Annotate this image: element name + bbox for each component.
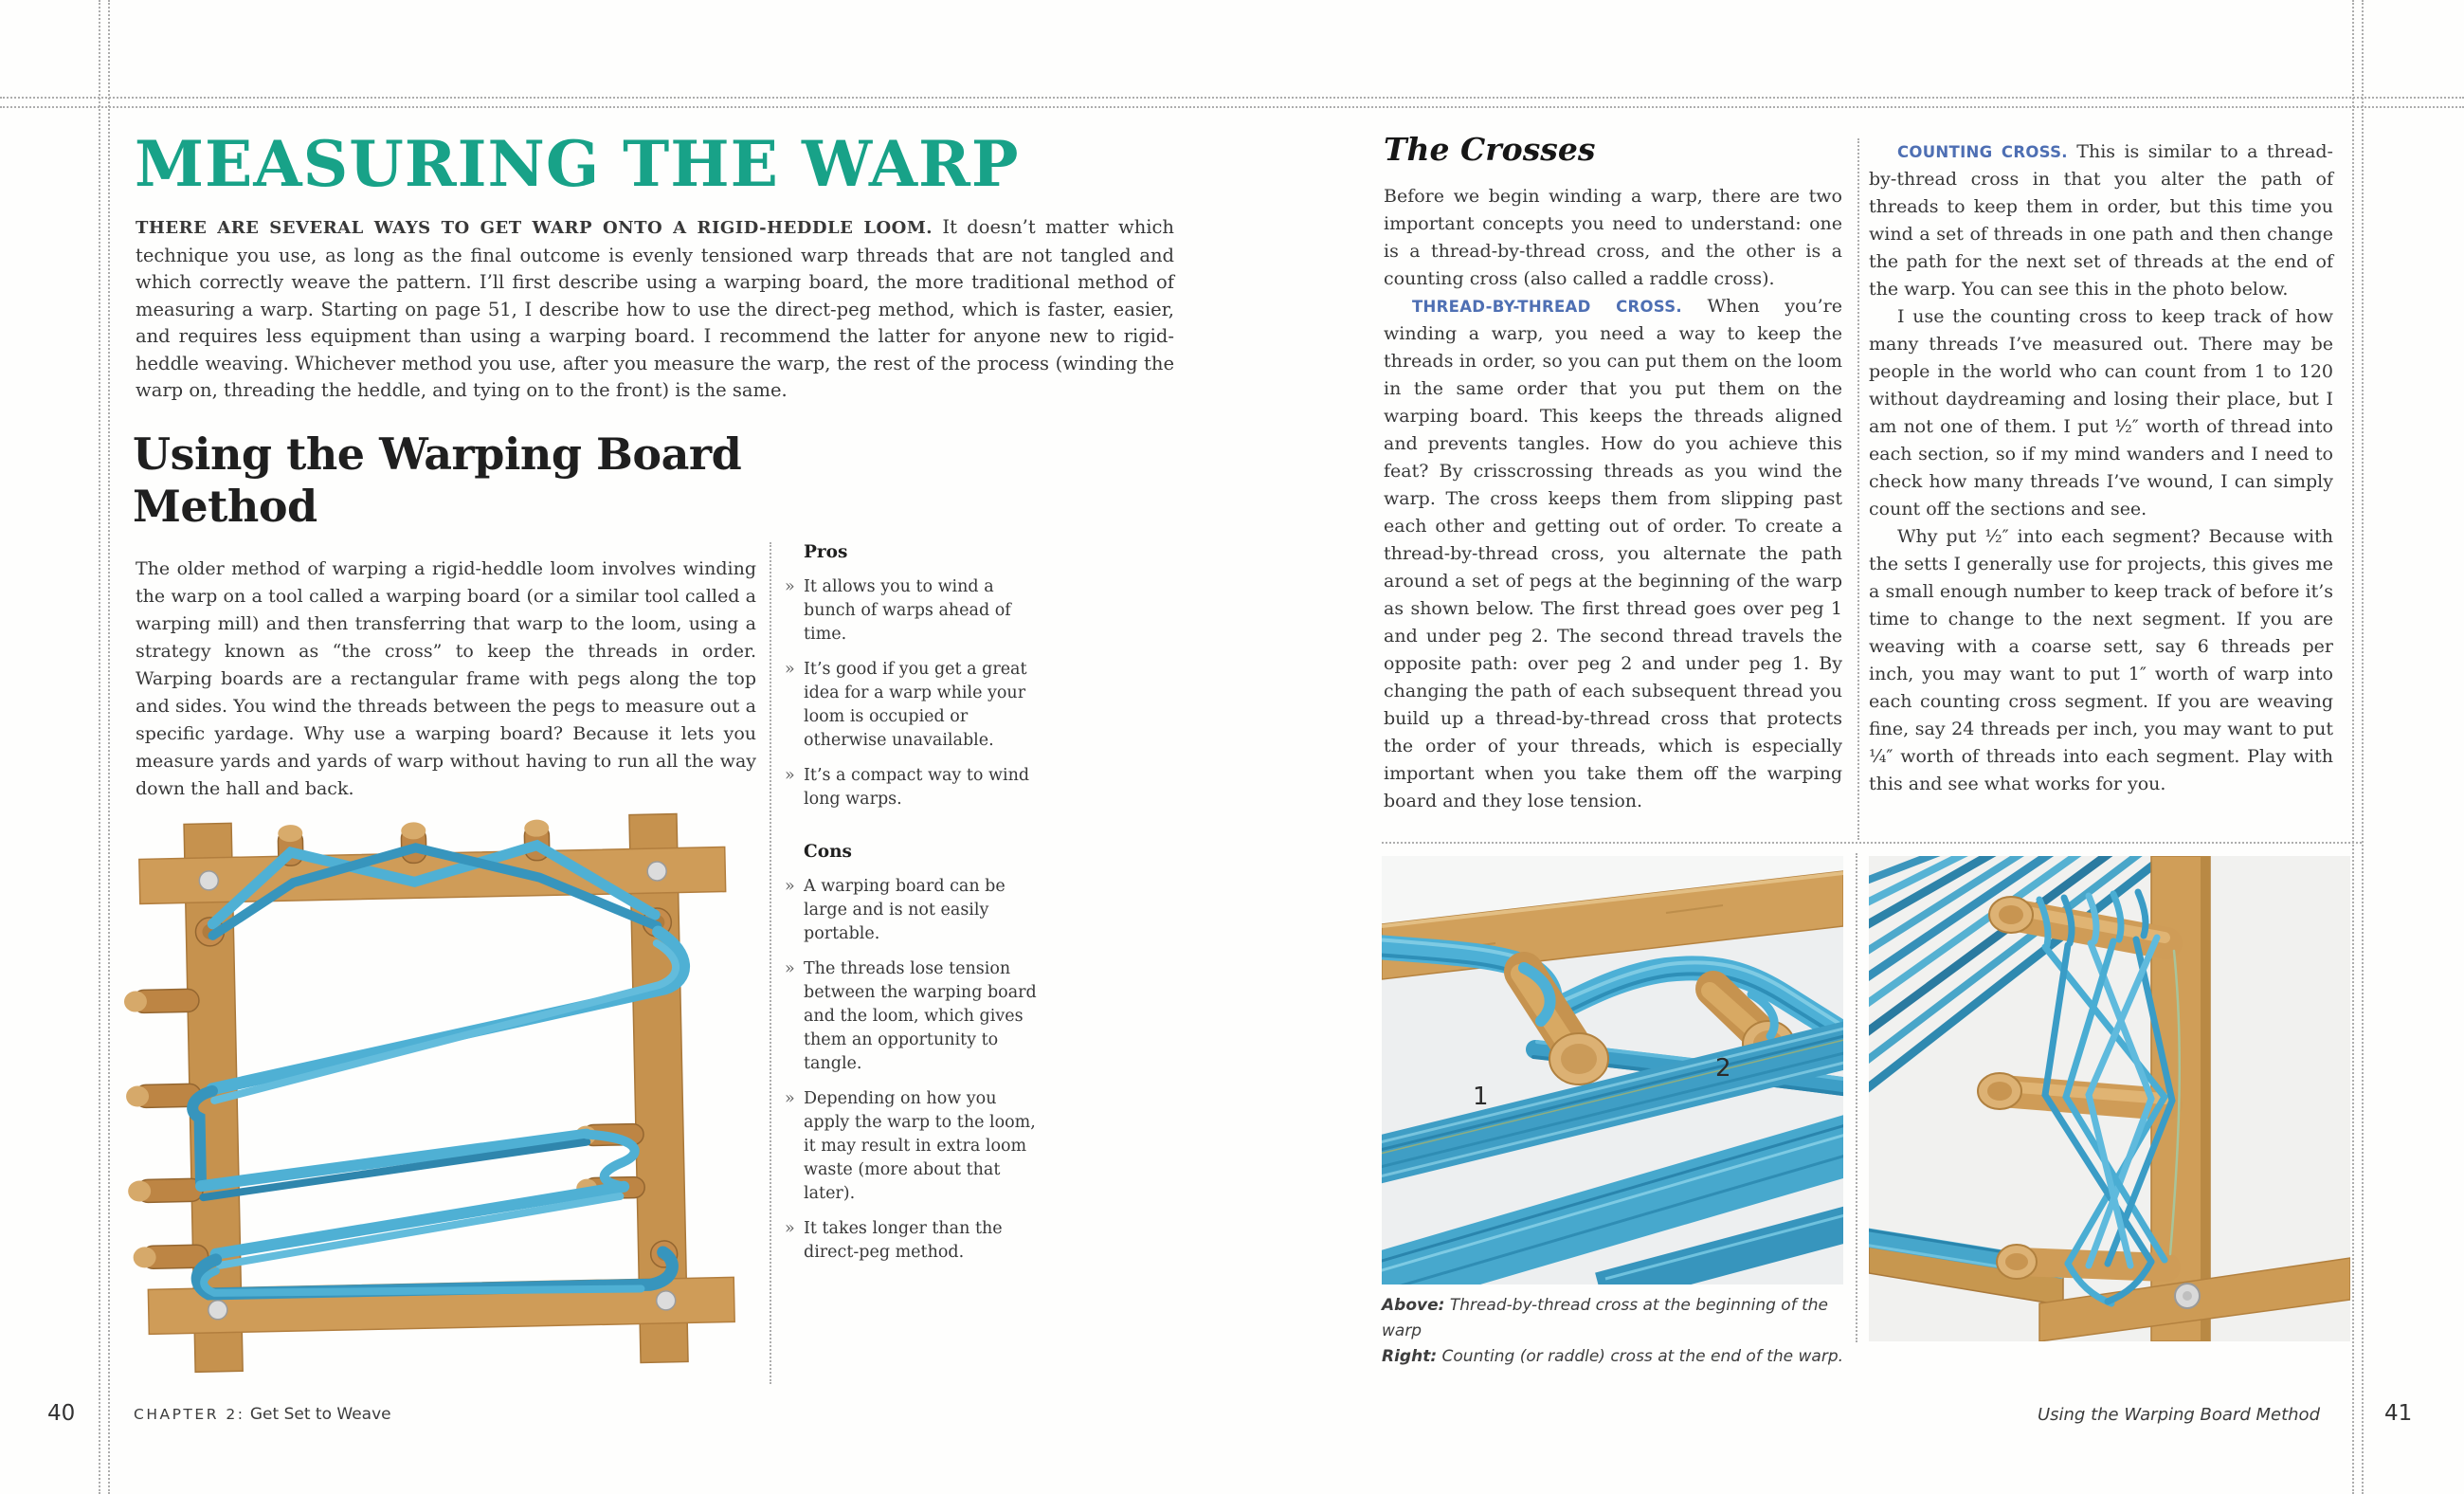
caption-right-text: Counting (or raddle) cross at the end of the warp.	[1437, 1347, 1844, 1366]
page-title: MEASURING THE WARP	[135, 127, 1020, 201]
list-item	[785, 764, 1039, 811]
right-page-column-separator	[1857, 138, 1859, 840]
list-item	[785, 1087, 1039, 1206]
segment-size-paragraph: Why put ½″ into each segment? Because with the setts I generally use for projects, this gives me a small enough number to keep track of before it’s time to change to the next segment. If you are weaving with a coarse sett, say 6 threads per inch, you may want to put 1″ worth of warp into each counting cross segment. If you are weaving fine, say 24 threads per inch, you may want to put ¼″ worth of threads into each segment. Play with this and see what works for you.	[1869, 526, 2333, 794]
top-rule-outer	[0, 97, 2464, 99]
pro-text: It allows you to wind a bunch of warps ahead of time.	[804, 577, 1011, 644]
con-text: The threads lose tension between the warping board and the loom, which gives them an opportunity to tangle.	[804, 959, 1037, 1073]
photo-caption	[1382, 1293, 1856, 1370]
running-footer-left	[134, 1405, 391, 1424]
pros-list	[785, 575, 1039, 811]
caption-above-label: Above:	[1382, 1296, 1445, 1315]
con-text: It takes longer than the direct-peg method.	[804, 1219, 1003, 1262]
bullet-icon: »	[785, 877, 795, 896]
list-item	[785, 957, 1039, 1076]
con-text: A warping board can be large and is not easily portable.	[804, 877, 1006, 943]
thread-by-thread-text: When you’re winding a warp, you need a way to keep the threads in order, so you can put them on the loom in the same order that you put them on the warping board. This keeps the threads aligned and prevents tangles. How do you achieve this feat? By crisscrossing threads as you wind the warp. The cross keeps them from slipping past each other and getting out of order. To create a thread-by-thread cross, you alternate the path around a set of pegs at the beginning of the warp as shown below. The first thread goes over peg 1 and under peg 2. The second thread travels the opposite path: over peg 2 and under peg 1. By changing the path of each subsequent thread you build up a thread-by-thread cross that protects the order of your threads, which is especially important when you take them off the warping board and they lose tension.	[1384, 296, 1842, 811]
thread-cross-illustration	[1382, 856, 1843, 1284]
caption-above	[1382, 1293, 1856, 1344]
bullet-icon: »	[785, 1219, 795, 1238]
pros-heading: Pros	[804, 542, 848, 562]
cons-list	[785, 875, 1039, 1265]
caption-right	[1382, 1344, 1856, 1370]
right-page-photos-separator	[1856, 853, 1857, 1342]
counting-cross-text: This is similar to a thread-by-thread cross in that you alter the path of threads to keep them in order, but this time you wind a set of threads in one path and then change the path for the next set of threads at the end of the warp. You can see this in the photo below.	[1869, 141, 2333, 300]
thread-by-thread-paragraph	[1384, 293, 1842, 815]
intro-paragraph	[136, 214, 1174, 405]
thread-by-thread-cross-photo	[1382, 856, 1843, 1284]
list-item	[785, 875, 1039, 946]
chapter-title: Get Set to Weave	[245, 1405, 391, 1424]
bullet-icon: »	[785, 766, 795, 785]
right-page-column-2	[1869, 138, 2333, 798]
running-footer-right: Using the Warping Board Method	[2037, 1405, 2320, 1425]
peg-2-label: 2	[1715, 1054, 1731, 1083]
crosses-intro: Before we begin winding a warp, there are two important concepts you need to understand: one is a thread-by-thread cross, and the other is a counting cross (also called a raddle cross).	[1384, 186, 1842, 289]
pro-text: It’s good if you get a great idea for a warp while your loom is occupied or otherwise unavailable.	[804, 660, 1027, 750]
crosses-heading: The Crosses	[1384, 131, 1596, 168]
pro-text: It’s a compact way to wind long warps.	[804, 766, 1030, 809]
bullet-icon: »	[785, 1089, 795, 1108]
con-text: Depending on how you apply the warp to the loom, it may result in extra loom waste (more about that later).	[804, 1089, 1036, 1203]
chapter-label: CHAPTER 2:	[134, 1406, 245, 1423]
peg-1-label: 1	[1473, 1083, 1489, 1111]
bullet-icon: »	[785, 660, 795, 679]
bullet-icon: »	[785, 959, 795, 978]
right-page-column-1	[1384, 131, 1842, 815]
section-body: The older method of warping a rigid-heddle loom involves winding the warp on a tool called a warping board (or a similar tool called a warping mill) and then transferring that warp to the loom, using a strategy known as “the cross” to keep the threads in order. Warping boards are a rectangular frame with pegs along the top and sides. You wind the threads between the pegs to measure out a specific yardage. Why use a warping board? Because it lets you measure yards and yards of warp without having to run all the way down the hall and back.	[136, 558, 756, 799]
top-rule-inner	[0, 106, 2464, 108]
left-page-column-separator	[770, 542, 771, 1384]
thread-by-thread-label: THREAD-BY-THREAD CROSS.	[1412, 298, 1683, 316]
section-heading: Using the Warping Board Method	[133, 428, 742, 532]
warping-board-illustration	[106, 806, 760, 1380]
left-rule-outer	[99, 0, 100, 1494]
right-rule-inner	[2352, 0, 2354, 1494]
intro-lead-in: THERE ARE SEVERAL WAYS TO GET WARP ONTO A RIGID-HEDDLE LOOM.	[136, 218, 933, 238]
right-page-photo-separator	[1382, 842, 2362, 844]
page-number-left: 40	[47, 1401, 76, 1426]
page-number-right: 41	[2384, 1401, 2413, 1426]
right-rule-outer	[2362, 0, 2364, 1494]
counting-cross-photo	[1869, 856, 2350, 1341]
list-item	[785, 575, 1039, 647]
counting-usage-paragraph: I use the counting cross to keep track of how many threads I’ve measured out. There may be people in the world who can count from 1 to 120 without daydreaming and losing their place, but I am not one of them. I put ½″ worth of thread into each section, so if my mind wanders and I need to check how many threads I’ve wound, I can simply count off the sections and see.	[1869, 306, 2333, 519]
counting-cross-paragraph	[1869, 138, 2333, 303]
pros-cons-sidebar	[785, 540, 1039, 1293]
intro-text: It doesn’t matter which technique you use, as long as the final outcome is evenly tensioned warp threads that are not tangled and which correctly weave the pattern. I’ll first describe using a warping board, the more traditional method of measuring a warp. Starting on page 51, I describe how to use the direct-peg method, which is faster, easier, and requires less equipment than using a warping board. I recommend the latter for anyone new to rigid-heddle weaving. Whichever method you use, after you measure the warp, the rest of the process (winding the warp on, threading the heddle, and tying on to the front) is the same.	[136, 216, 1174, 401]
counting-cross-label: COUNTING CROSS.	[1897, 143, 2068, 161]
counting-cross-illustration	[1869, 856, 2350, 1341]
cons-heading: Cons	[804, 842, 852, 862]
caption-right-label: Right:	[1382, 1347, 1438, 1366]
list-item	[785, 1217, 1039, 1265]
bullet-icon: »	[785, 577, 795, 596]
list-item	[785, 658, 1039, 753]
caption-above-text: Thread-by-thread cross at the beginning of the warp	[1382, 1296, 1828, 1340]
warping-board-photo	[106, 806, 760, 1380]
